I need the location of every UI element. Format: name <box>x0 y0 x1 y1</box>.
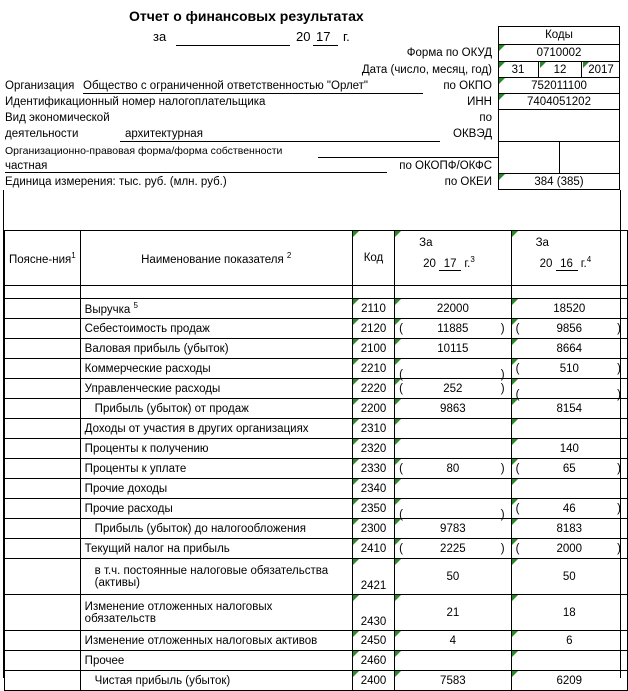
value-cell[interactable]: ( 65 ) <box>511 459 627 479</box>
code-cell: 2400 <box>352 671 394 691</box>
value-cell[interactable] <box>511 479 627 499</box>
name-cell <box>80 399 352 419</box>
notes-cell <box>5 631 81 651</box>
header-name: Наименование показателя $^2$ <box>80 231 352 286</box>
table-row <box>5 419 628 439</box>
period-underline <box>176 45 290 46</box>
row-name: Управленческие расходы <box>84 382 221 395</box>
name-cell <box>80 439 352 459</box>
notes-cell <box>5 499 81 519</box>
code-cell: 2300 <box>352 519 394 539</box>
row-name: Проценты к получению <box>84 442 209 455</box>
value-cell[interactable]: ( 2225 ) <box>395 539 511 559</box>
name-cell <box>80 499 352 519</box>
row-name: Прочие расходы <box>84 502 173 515</box>
value-cell[interactable]: ( ) <box>511 379 627 399</box>
code-cell: 2200 <box>352 399 394 419</box>
row-name: Прочее <box>84 654 125 667</box>
value-cell[interactable]: 18 <box>511 595 627 631</box>
value-cell[interactable]: 140 <box>511 439 627 459</box>
spacer-row <box>5 286 628 299</box>
unit-label: Единица измерения: тыс. руб. (млн. руб.) <box>5 176 227 188</box>
name-cell <box>80 631 352 651</box>
value-cell[interactable] <box>511 419 627 439</box>
value-cell[interactable]: ( 510 ) <box>511 359 627 379</box>
notes-cell <box>5 519 81 539</box>
table-row <box>5 651 628 671</box>
notes-cell <box>5 439 81 459</box>
notes-cell <box>5 419 81 439</box>
table-row <box>5 459 628 479</box>
name-cell <box>80 539 352 559</box>
table-row <box>5 499 628 519</box>
period-prefix: за <box>153 29 167 44</box>
activity-label-2: деятельности <box>5 128 79 140</box>
inn-code[interactable]: 7404051202 <box>527 96 591 108</box>
row-name: Прибыль (убыток) от продаж <box>94 402 249 415</box>
org-label: Организация <box>5 80 75 92</box>
row-name: Коммерческие расходы <box>84 362 211 375</box>
date-year[interactable]: 2017 <box>588 64 614 76</box>
name-cell <box>80 595 352 631</box>
code-cell: 2310 <box>352 419 394 439</box>
code-cell: 2320 <box>352 439 394 459</box>
name-cell <box>80 319 352 339</box>
row-name: в т.ч. постоянные налоговые обязательства <box>94 564 329 577</box>
value-cell[interactable]: ( ) <box>395 359 511 379</box>
notes-cell <box>5 299 81 319</box>
value-cell[interactable]: 7583 <box>395 671 511 691</box>
activity-label: Вид экономической <box>5 112 110 124</box>
row-name: Доходы от участия в других организациях <box>84 422 309 435</box>
value-cell[interactable]: 18520 <box>511 299 627 319</box>
value-cell[interactable]: ( 252 ) <box>395 379 511 399</box>
notes-cell <box>5 399 81 419</box>
notes-cell <box>5 539 81 559</box>
value-cell[interactable] <box>511 651 627 671</box>
table-row <box>5 559 628 595</box>
row-name: Себестоимость продаж <box>84 322 210 335</box>
name-cell <box>80 559 352 595</box>
date-day[interactable]: 31 <box>511 64 525 76</box>
row-name: Прочие доходы <box>84 482 168 495</box>
table-row <box>5 299 628 319</box>
okved-label: ОКВЭД <box>453 128 492 140</box>
code-cell: 2220 <box>352 379 394 399</box>
value-cell[interactable]: 10115 <box>395 339 511 359</box>
org-name[interactable]: Общество с ограниченной ответственностью "Орлет" <box>83 80 369 92</box>
value-cell[interactable]: 8154 <box>511 399 627 419</box>
okud-label: Форма по ОКУД <box>406 47 492 59</box>
value-cell[interactable]: 22000 <box>395 299 511 319</box>
name-cell <box>80 671 352 691</box>
code-cell: 2450 <box>352 631 394 651</box>
table-row <box>5 671 628 691</box>
table-row <box>5 595 628 631</box>
okpo-label: по ОКПО <box>443 80 492 92</box>
row-name: Выручка <box>84 303 131 316</box>
value-cell[interactable]: 9783 <box>395 519 511 539</box>
header-col-current: За 20 17 г.$^3$ <box>395 231 511 286</box>
name-cell <box>80 359 352 379</box>
activity-value[interactable]: архитектурная <box>125 128 203 140</box>
okpo-code[interactable]: 752011100 <box>531 80 587 92</box>
row-name: Чистая прибыль (убыток) <box>94 674 231 687</box>
table-row <box>5 479 628 499</box>
legal-form-label: Организационно-правовая форма/форма собственности <box>5 145 283 157</box>
year-prefix: 20 <box>296 29 311 44</box>
okopf-label: по ОКОПФ/ОКФС <box>399 160 492 172</box>
financial-results-table <box>4 230 628 691</box>
row-name: Прибыль (убыток) до налогообложения <box>94 522 306 535</box>
name-cell <box>80 459 352 479</box>
code-cell: 2210 <box>352 359 394 379</box>
okei-code[interactable]: 384 (385) <box>534 176 584 188</box>
year-unit: г. <box>343 29 350 44</box>
table-header-row <box>5 231 628 286</box>
value-cell[interactable]: 8183 <box>511 519 627 539</box>
name-cell <box>80 379 352 399</box>
value-cell[interactable] <box>395 651 511 671</box>
name-cell <box>80 651 352 671</box>
value-cell[interactable]: ( 11885 ) <box>395 319 511 339</box>
row-name: Текущий налог на прибыль <box>84 542 230 555</box>
value-cell[interactable]: 6209 <box>511 671 627 691</box>
notes-cell <box>5 479 81 499</box>
value-cell[interactable]: ( 80 ) <box>395 459 511 479</box>
value-cell[interactable]: ( 46 ) <box>511 499 627 519</box>
code-cell: 2430 <box>352 595 394 631</box>
year-value[interactable]: 17 <box>316 29 331 44</box>
value-cell[interactable]: 4 <box>395 631 511 651</box>
value-cell[interactable]: 8664 <box>511 339 627 359</box>
row-name: Проценты к уплате <box>84 462 187 475</box>
code-cell: 2460 <box>352 651 394 671</box>
row-name-2: (активы) <box>94 576 140 589</box>
table-row <box>5 379 628 399</box>
value-cell[interactable] <box>395 479 511 499</box>
row-name: Изменение отложенных налоговых <box>84 600 273 613</box>
inn-left-label: Идентификационный номер налогоплательщика <box>5 96 266 108</box>
header-col-previous: За 20 16 г.$^4$ <box>511 231 627 286</box>
codes-label: Коды <box>545 29 573 41</box>
notes-cell <box>5 671 81 691</box>
table-row <box>5 399 628 419</box>
header-notes: Поясне-ния$^1$ <box>5 231 81 286</box>
table-row <box>5 339 628 359</box>
value-cell[interactable]: ( 2000 ) <box>511 539 627 559</box>
value-cell[interactable]: 6 <box>511 631 627 651</box>
value-cell[interactable]: 50 <box>395 559 511 595</box>
page-title: Отчет о финансовых результатах <box>129 8 364 24</box>
code-cell: 2110 <box>352 299 394 319</box>
table-row <box>5 439 628 459</box>
inn-label: ИНН <box>467 96 492 108</box>
name-cell: Выручка $^5$ <box>80 299 352 319</box>
code-cell: 2410 <box>352 539 394 559</box>
table-row <box>5 631 628 651</box>
value-cell[interactable]: 21 <box>395 595 511 631</box>
row-name-2: обязательств <box>84 612 157 625</box>
row-name: Валовая прибыль (убыток) <box>84 342 229 355</box>
table-row <box>5 359 628 379</box>
year-underline <box>313 45 338 46</box>
name-cell <box>80 479 352 499</box>
notes-cell <box>5 339 81 359</box>
code-cell: 2330 <box>352 459 394 479</box>
notes-cell <box>5 651 81 671</box>
header-code: Код <box>352 231 394 286</box>
table-row <box>5 519 628 539</box>
notes-cell <box>5 595 81 631</box>
table-row <box>5 539 628 559</box>
notes-cell <box>5 459 81 479</box>
okud-code[interactable]: 0710002 <box>536 47 582 59</box>
value-cell[interactable] <box>395 419 511 439</box>
name-cell <box>80 519 352 539</box>
value-cell[interactable]: ( ) <box>395 499 511 519</box>
value-cell[interactable] <box>395 439 511 459</box>
name-cell <box>80 339 352 359</box>
date-label: Дата (число, месяц, год) <box>361 64 492 76</box>
name-cell <box>80 419 352 439</box>
okei-label: по ОКЕИ <box>444 176 492 188</box>
okved-prefix: по <box>479 112 492 124</box>
date-month[interactable]: 12 <box>553 64 567 76</box>
row-name: Изменение отложенных налоговых активов <box>84 634 318 647</box>
table-row <box>5 319 628 339</box>
notes-cell <box>5 379 81 399</box>
code-cell: 2350 <box>352 499 394 519</box>
notes-cell <box>5 319 81 339</box>
code-cell: 2120 <box>352 319 394 339</box>
value-cell[interactable]: 9863 <box>395 399 511 419</box>
legal-form-value[interactable]: частная <box>5 160 48 172</box>
code-cell: 2100 <box>352 339 394 359</box>
notes-cell <box>5 359 81 379</box>
value-cell[interactable]: ( 9856 ) <box>511 319 627 339</box>
code-cell: 2421 <box>352 559 394 595</box>
value-cell[interactable]: 50 <box>511 559 627 595</box>
code-cell: 2340 <box>352 479 394 499</box>
notes-cell <box>5 559 81 595</box>
